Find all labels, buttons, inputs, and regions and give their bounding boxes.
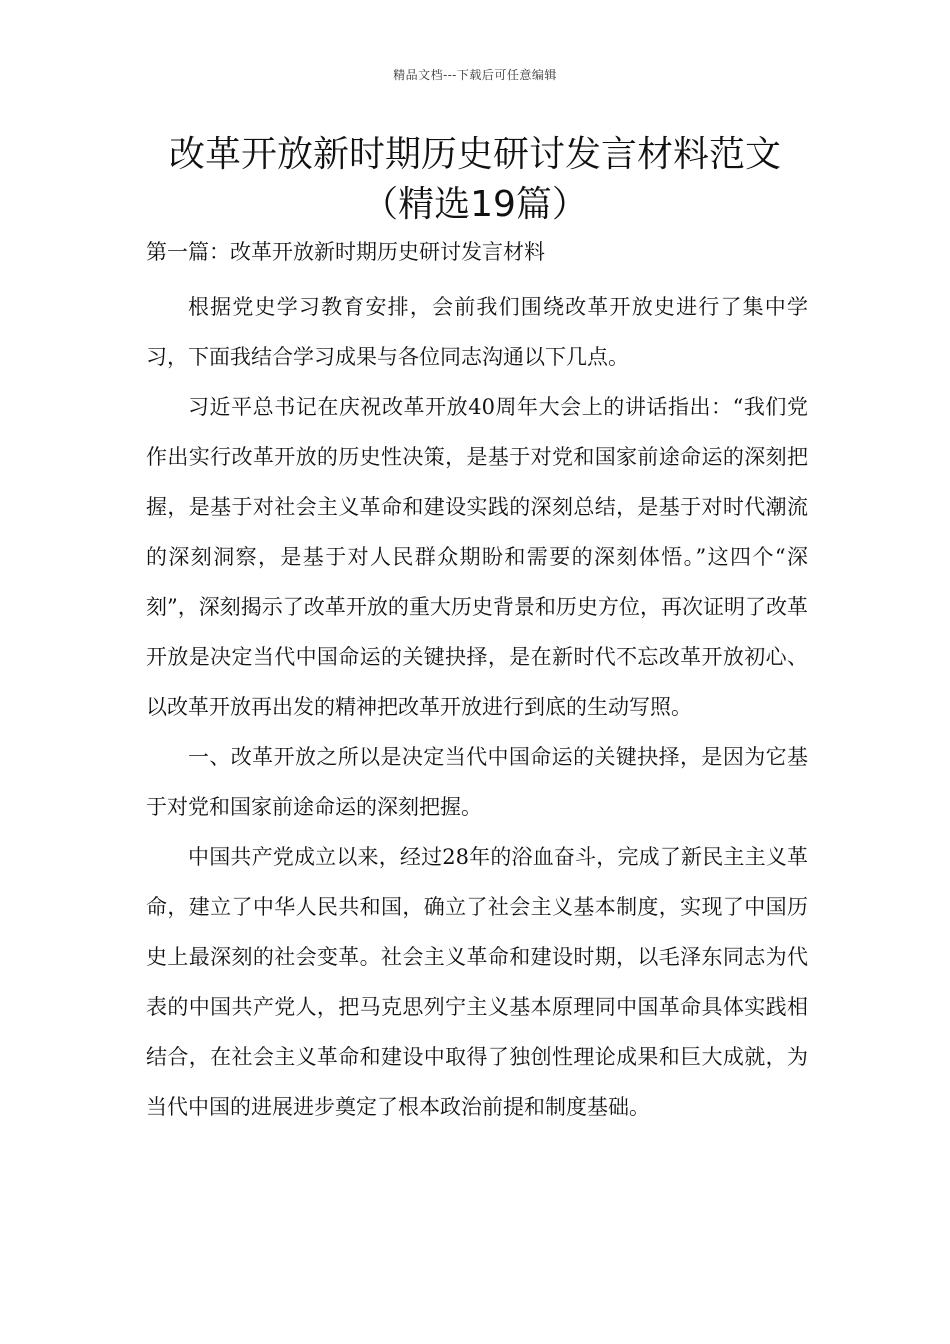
title-line-2: （精选19篇） [362,184,588,225]
paragraph-4: 中国共产党成立以来，经过28年的浴血奋斗，完成了新民主主义革命，建立了中华人民共和国，确立了社会主义基本制度，实现了中国历史上最深刻的社会变革。社会主义革命和建设时期，以毛泽东同志为代表的中国共产党人，把马克思列宁主义基本原理同中国革命具体实践相结合，在社会主义革命和建设中取得了独创性理论成果和巨大成就，为当代中国的进展进步奠定了根本政治前提和制度基础。 [146,845,808,1119]
paragraph-3: 一、改革开放之所以是决定当代中国命运的关键抉择，是因为它基于对党和国家前途命运的深刻把握。 [146,745,808,819]
header-note: 精品文档---下载后可任意编辑 [393,68,557,82]
title-line-1: 改革开放新时期历史研讨发言材料范文 [168,134,781,175]
document-body [146,232,808,1132]
document-title [120,130,830,230]
paragraph-2: 习近平总书记在庆祝改革开放40周年大会上的讲话指出：“我们党作出实行改革开放的历史性决策，是基于对党和国家前途命运的深刻把握，是基于对社会主义革命和建设实践的深刻总结，是基于对时代潮流的深刻洞察，是基于对人民群众期盼和需要的深刻体悟。”这四个“深刻”，深刻揭示了改革开放的重大历史背景和历史方位，再次证明了改革开放是决定当代中国命运的关键抉择，是在新时代不忘改革开放初心、以改革开放再出发的精神把改革开放进行到底的生动写照。 [146,395,808,719]
paragraph-1: 根据党史学习教育安排，会前我们围绕改革开放史进行了集中学习，下面我结合学习成果与各位同志沟通以下几点。 [146,295,808,369]
section-heading: 第一篇：改革开放新时期历史研讨发言材料 [146,240,545,264]
